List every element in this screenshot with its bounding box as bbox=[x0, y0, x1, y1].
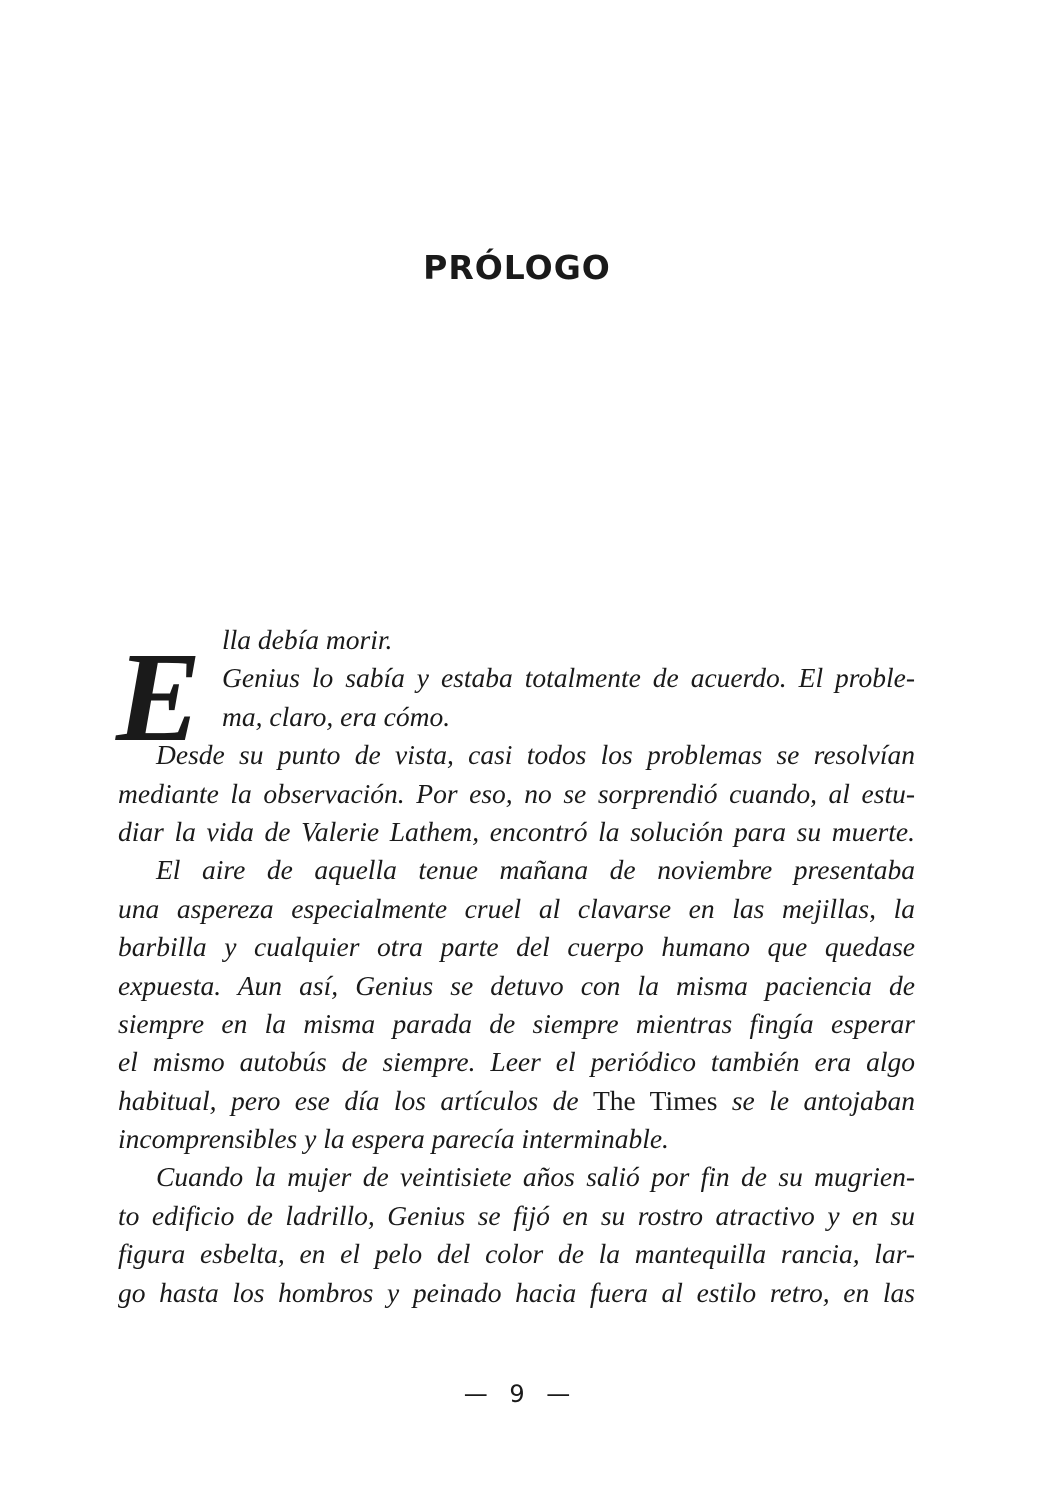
text-line: barbilla y cualquier otra parte del cuerpo humano que quedase bbox=[118, 931, 915, 963]
text-line: Genius lo sabía y estaba totalmente de acuerdo. El proble- bbox=[222, 662, 915, 694]
text-line: Cuando la mujer de veintisiete años salió por fin de su mugrien- bbox=[156, 1161, 915, 1193]
text-fragment: habitual, pero ese día los artículos de bbox=[118, 1084, 579, 1116]
text-line: Desde su punto de vista, casi todos los problemas se resolvían bbox=[156, 739, 915, 771]
text-line: go hasta los hombros y peinado hacia fuera al estilo retro, en las bbox=[118, 1276, 915, 1308]
text-line: mediante la observación. Por eso, no se sorprendió cuando, al estu- bbox=[118, 777, 915, 809]
chapter-title: PRÓLOGO bbox=[423, 248, 611, 287]
newspaper-title: The Times bbox=[592, 1084, 718, 1116]
text-line: siempre en la misma parada de siempre mientras fingía esperar bbox=[118, 1007, 915, 1039]
text-line: una aspereza especialmente cruel al clavarse en las mejillas, la bbox=[118, 892, 915, 924]
text-line: to edificio de ladrillo, Genius se fijó en su rostro atractivo y en su bbox=[118, 1199, 915, 1231]
text-line: expuesta. Aun así, Genius se detuvo con la misma paciencia de bbox=[118, 969, 915, 1001]
text-line: lla debía morir. bbox=[222, 624, 393, 655]
page-number: — 9 — bbox=[463, 1380, 571, 1408]
text-line bbox=[118, 1082, 915, 1120]
text-line: ma, claro, era cómo. bbox=[222, 700, 451, 732]
text-line: figura esbelta, en el pelo del color de la mantequilla rancia, lar- bbox=[118, 1238, 915, 1270]
text-fragment: se le antojaban bbox=[731, 1084, 915, 1116]
text-line: El aire de aquella tenue mañana de noviembre presentaba bbox=[156, 854, 915, 886]
text-line: el mismo autobús de siempre. Leer el periódico también era algo bbox=[118, 1046, 915, 1078]
drop-cap: E bbox=[116, 626, 202, 768]
text-line: diar la vida de Valerie Lathem, encontró la solución para su muerte. bbox=[118, 815, 915, 847]
text-line: incomprensibles y la espera parecía interminable. bbox=[118, 1123, 669, 1155]
prologue-body bbox=[118, 621, 915, 1312]
